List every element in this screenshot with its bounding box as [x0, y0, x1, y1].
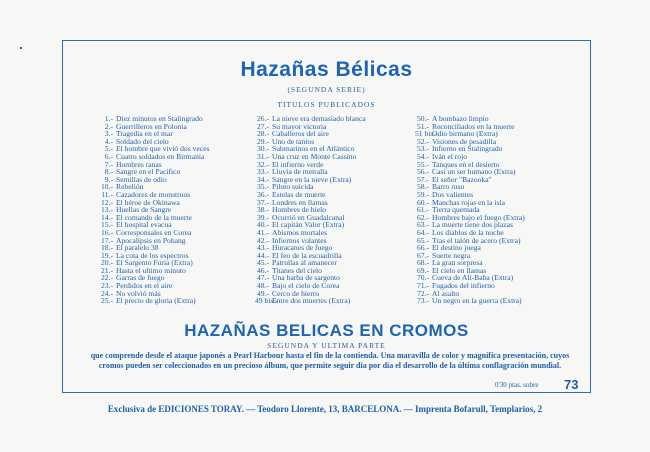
item-number: 41.-: [256, 227, 269, 237]
titles-column-3: [415, 115, 585, 305]
item-title: El infierno verde: [272, 159, 324, 169]
item-number: 39.-: [256, 212, 269, 222]
item-number: 25.-: [100, 296, 113, 306]
item-title: Submarinos en el Atlántico: [272, 144, 355, 154]
item-title: Rebelión: [116, 182, 144, 192]
item-number: 56.-: [416, 167, 429, 177]
published-heading: TITULOS PUBLICADOS: [277, 100, 376, 109]
item-number: 62.-: [416, 212, 429, 222]
item-title: El hospital evacua: [116, 220, 172, 230]
item-number: 32.-: [256, 159, 269, 169]
item-number: 7.-: [104, 159, 113, 169]
item-number: 47.-: [256, 273, 269, 283]
item-title: Ocurrió en Guadalcanal: [272, 212, 345, 222]
item-title: La muerte tiene dos plazas: [432, 220, 513, 230]
list-item: [95, 297, 253, 305]
item-number: 1.-: [104, 114, 113, 123]
item-number: 67.-: [416, 250, 429, 260]
item-number: 40.-: [256, 220, 269, 230]
item-title: El héroe de Okinawa: [116, 197, 180, 207]
item-title: Hombres ranas: [116, 159, 162, 169]
item-number: 20.-: [100, 258, 113, 268]
item-title: Un negro en la guerra (Extra): [432, 296, 522, 306]
item-title: Una cruz en Monte Cassino: [272, 151, 357, 161]
item-title: Una barba de sargento: [272, 273, 340, 283]
item-number: 64.-: [416, 227, 429, 237]
item-number: 52.-: [416, 136, 429, 146]
item-number: 44.-: [256, 250, 269, 260]
item-number: 66.-: [416, 243, 429, 253]
item-title: Suerte negra: [432, 250, 471, 260]
item-number: 63.-: [416, 220, 429, 230]
item-number: 68.-: [416, 258, 429, 268]
item-number: 27.-: [256, 121, 269, 131]
list-item: [255, 297, 415, 305]
item-title: Hasta el ultimo minuto: [116, 265, 186, 275]
item-number: 61.-: [416, 205, 429, 215]
item-title: Londres en llamas: [272, 197, 328, 207]
item-number: 13.-: [100, 205, 113, 215]
speck: [20, 47, 22, 49]
item-number: 54.-: [416, 151, 429, 161]
titles-column-2: [255, 115, 415, 305]
price-note: 0'30 ptas. sobre: [495, 381, 539, 389]
item-number: 5.-: [104, 144, 113, 154]
item-number: 53.-: [416, 144, 429, 154]
item-title: Cerco de hierro: [272, 288, 320, 298]
item-title: Guerrilleros en Polonia: [116, 121, 187, 131]
item-title: Su mayor victoria: [272, 121, 327, 131]
item-number: 29.-: [256, 136, 269, 146]
titles-column-1: [95, 115, 253, 305]
cromos-description: que comprende desde el ataque japonés a Pearl Harbour hasta el fin de la contienda. Una maravilla de color y magnífica presentación, cuyos cromos pueden ser coleccionados en un precioso álbum, que permite seguir día por día el desarrollo de la última conflagración mundial.: [90, 351, 570, 370]
cromos-title: HAZAÑAS BELICAS EN CROMOS: [184, 321, 469, 340]
item-title: Odio birmano (Extra): [432, 129, 498, 139]
item-number: 37.-: [256, 197, 269, 207]
item-number: 65.-: [416, 235, 429, 245]
item-number: 11.-: [101, 189, 113, 199]
item-title: Los diablos de la noche: [432, 227, 504, 237]
item-number: 28.-: [256, 129, 269, 139]
item-title: Tierra quemada: [432, 205, 480, 215]
item-number: 49 bis.-: [255, 296, 278, 306]
item-title: Sangre en la nieve (Extra): [272, 174, 352, 184]
item-number: 70.-: [416, 273, 429, 283]
publisher-footer: Exclusiva de EDICIONES TORAY. — Teodoro Llorente, 13, BARCELONA. — Imprenta Bofarull, Templarios, 2: [107, 404, 543, 414]
item-number: 31.-: [256, 151, 269, 161]
item-number: 18.-: [100, 243, 113, 253]
item-number: 8.-: [104, 167, 113, 177]
item-title: Tragedia en el mar: [116, 129, 173, 139]
item-number: 48.-: [256, 281, 269, 291]
item-number: 55.-: [416, 159, 429, 169]
item-title: El cielo en llamas: [432, 265, 487, 275]
item-number: 15.-: [100, 220, 113, 230]
item-number: 9.-: [104, 174, 113, 184]
item-title: Iván el rojo: [432, 151, 468, 161]
item-title: Patrullas al amanecer: [272, 258, 337, 268]
item-title: Infierno en Stalingrado: [432, 144, 503, 154]
item-title: Tras el talón de acero (Extra): [432, 235, 521, 245]
series-label: (SEGUNDA SERIE): [287, 85, 366, 94]
item-title: La gran sorpresa: [432, 258, 483, 268]
item-title: Lluvia de metralla: [272, 167, 328, 177]
item-number: 2.-: [104, 121, 113, 131]
item-number: 45.-: [256, 258, 269, 268]
item-number: 26.-: [256, 114, 269, 123]
item-number: 30.-: [256, 144, 269, 154]
item-title: Estelas de muerte: [272, 189, 326, 199]
item-title: Corresponsales en Corea: [116, 227, 192, 237]
item-number: 72.-: [416, 288, 429, 298]
item-title: Soldado del cielo: [116, 136, 169, 146]
item-number: 58.-: [416, 182, 429, 192]
item-number: 59.-: [416, 189, 429, 199]
item-title: Perdidos en el aire: [116, 281, 173, 291]
item-title: El precio de gloria (Extra): [116, 296, 196, 306]
item-title: Hombres bajo el fuego (Extra): [432, 212, 525, 222]
item-number: 17.-: [100, 235, 113, 245]
item-number: 57.-: [416, 174, 429, 184]
item-title: Cazadores de monstruos: [116, 189, 191, 199]
item-title: Bajo el cielo de Corea: [272, 281, 340, 291]
item-number: 12.-: [100, 197, 113, 207]
item-title: Huellas de Sangre: [116, 205, 172, 215]
item-number: 51 bis.-: [415, 129, 438, 139]
item-number: 49.-: [256, 288, 269, 298]
item-number: 69.-: [416, 265, 429, 275]
item-number: 16.-: [100, 227, 113, 237]
item-title: La cota de los espectros: [116, 250, 189, 260]
item-number: 23.-: [100, 281, 113, 291]
list-item: [415, 297, 585, 305]
item-title: Abismos mortales: [272, 227, 328, 237]
item-number: 71.-: [416, 281, 429, 291]
item-number: 10.-: [100, 182, 113, 192]
item-number: 73.-: [416, 296, 429, 306]
item-number: 46.-: [256, 265, 269, 275]
item-number: 14.-: [100, 212, 113, 222]
item-number: 22.-: [100, 273, 113, 283]
item-title: Semillas de odio: [116, 174, 167, 184]
item-title: Hombres de hielo: [272, 205, 326, 215]
item-title: El comando de la muerte: [116, 212, 192, 222]
item-number: 33.-: [256, 167, 269, 177]
item-title: El feo de la escuadrilla: [272, 250, 342, 260]
item-number: 6.-: [104, 151, 113, 161]
item-number: 38.-: [256, 205, 269, 215]
item-title: Fugados del infierno: [432, 281, 495, 291]
item-title: Visiones de pesadilla: [432, 136, 497, 146]
item-title: El capitán Valor (Extra): [272, 220, 345, 230]
item-title: Barro ruso: [432, 182, 465, 192]
item-number: 35.-: [256, 182, 269, 192]
item-title: El señor "Bazooka": [432, 174, 492, 184]
item-title: Uno de tantos: [272, 136, 315, 146]
item-title: El Sargento Furia (Extra): [116, 258, 193, 268]
item-title: Garras de fuego: [116, 273, 165, 283]
item-number: 24.-: [100, 288, 113, 298]
item-title: Diez minutos en Stalingrado: [116, 114, 203, 123]
page-title: Hazañas Bélicas: [240, 58, 413, 81]
item-title: La nieve era demasiado blanca: [272, 114, 366, 123]
item-number: 21.-: [100, 265, 113, 275]
item-title: El paralelo 38: [116, 243, 159, 253]
item-number: 3.-: [104, 129, 113, 139]
item-number: 36.-: [256, 189, 269, 199]
item-title: Infiernos volantes: [272, 235, 327, 245]
item-title: Entre dos muertes (Extra): [272, 296, 351, 306]
item-title: Sangre en el Pacifico: [116, 167, 181, 177]
cromos-subtitle: SEGUNDA Y ULTIMA PARTE: [267, 341, 386, 350]
item-title: Cuatro soldados en Birmania: [116, 151, 205, 161]
item-title: Cueva de Alí-Baba (Extra): [432, 273, 514, 283]
item-title: No volvió más: [116, 288, 161, 298]
item-title: Apocalipsis en Pohang: [116, 235, 186, 245]
item-title: Huracanes de fuego: [272, 243, 333, 253]
item-title: Dos valientes: [432, 189, 474, 199]
item-title: Casi un ser humano (Extra): [432, 167, 516, 177]
item-number: 4.-: [104, 136, 113, 146]
item-title: Caballeros del aire: [272, 129, 329, 139]
item-title: El destino juega: [432, 243, 481, 253]
item-number: 60.-: [416, 197, 429, 207]
item-number: 34.-: [256, 174, 269, 184]
page-number: 73: [564, 377, 579, 392]
item-title: Tanques en el desierto: [432, 159, 500, 169]
item-title: Titanes del cielo: [272, 265, 322, 275]
item-title: Al asalto: [432, 288, 460, 298]
item-title: El hombre que vivió dos veces: [116, 144, 210, 154]
item-number: 19.-: [100, 250, 113, 260]
item-number: 42.-: [256, 235, 269, 245]
item-title: A bombazo limpio: [432, 114, 489, 123]
item-title: Reconciliados en la muerte: [432, 121, 515, 131]
item-number: 51.-: [416, 121, 429, 131]
item-number: 43.-: [256, 243, 269, 253]
item-number: 50.-: [416, 114, 429, 123]
item-title: Piloto suicida: [272, 182, 314, 192]
item-title: Manchas rojas en la isla: [432, 197, 505, 207]
